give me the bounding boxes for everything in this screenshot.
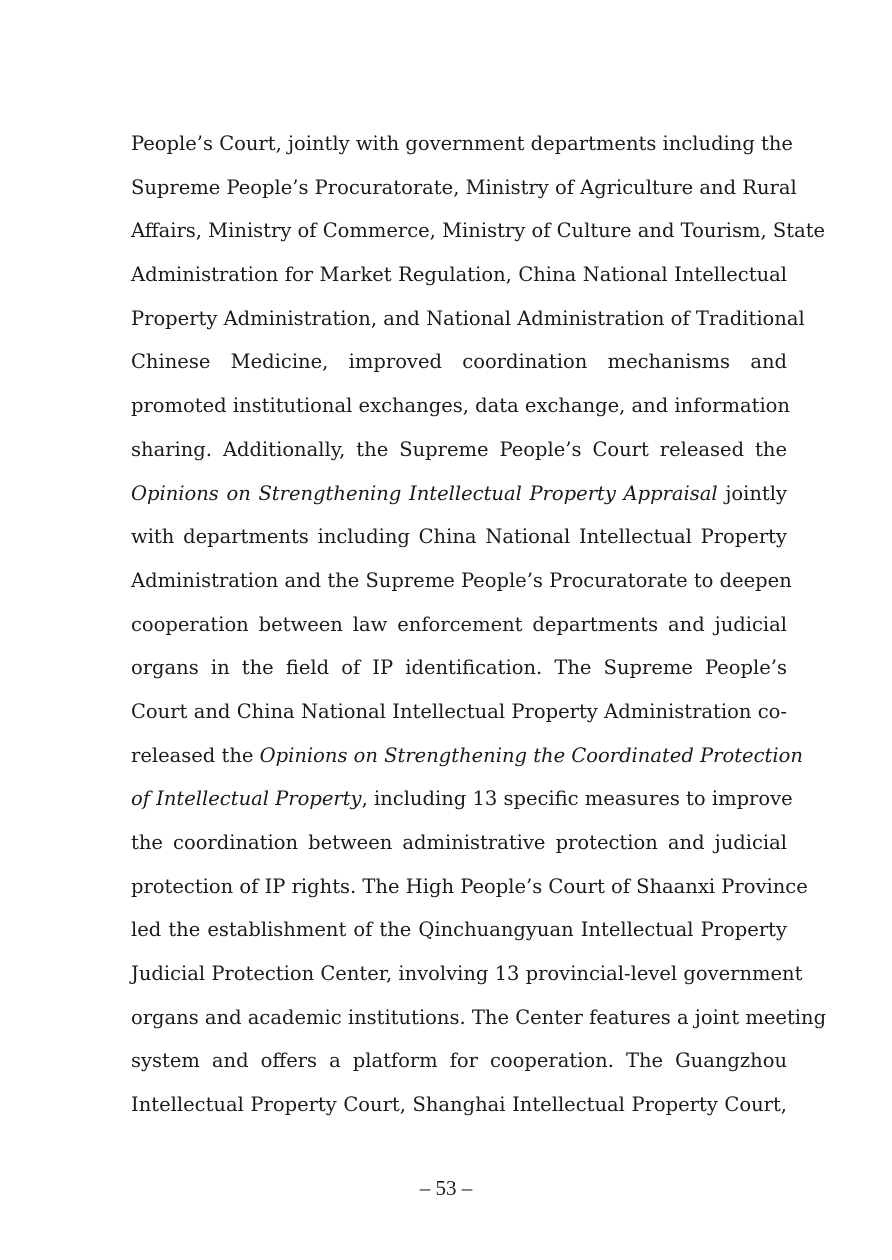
text-line (131, 996, 827, 1040)
page-number: – 53 – (419, 1176, 473, 1200)
text-segment: Property Administration, and National Administration of Traditional (131, 306, 805, 330)
text-line (131, 821, 787, 865)
body-paragraph (131, 122, 827, 1127)
text-segment: Supreme People’s Procuratorate, Ministry of Agriculture and Rural (131, 175, 797, 199)
text-segment: Administration and the Supreme People’s Procuratorate to deepen (131, 568, 792, 592)
text-line (131, 428, 787, 472)
text-segment: organs in the field of IP identification. The Supreme People’s (131, 656, 787, 680)
text-segment: with departments including China National Intellectual Property (131, 525, 787, 549)
text-line (131, 122, 793, 166)
text-line (131, 340, 787, 384)
text-segment: led the establishment of the Qinchuangyuan Intellectual Property (131, 918, 787, 942)
italic-title: of Intellectual Property (131, 787, 362, 811)
text-segment: organs and academic institutions. The Center features a joint meeting (131, 1005, 827, 1029)
text-segment: Affairs, Ministry of Commerce, Ministry of Culture and Tourism, State (131, 219, 826, 243)
text-line (131, 690, 787, 734)
text-line (131, 1083, 787, 1127)
text-segment: sharing. Additionally, the Supreme People’s Court released the (131, 437, 787, 461)
text-line (131, 777, 793, 821)
text-line (131, 253, 787, 297)
text-line (131, 209, 826, 253)
text-line (131, 515, 787, 559)
text-segment: Intellectual Property Court, Shanghai Intellectual Property Court, (131, 1093, 787, 1117)
text-line (131, 384, 790, 428)
text-segment: Judicial Protection Center, involving 13 provincial-level government (131, 962, 803, 986)
text-segment: promoted institutional exchanges, data exchange, and information (131, 394, 790, 418)
text-line (131, 646, 787, 690)
text-line (131, 908, 787, 952)
text-segment: jointly (717, 481, 787, 505)
text-line (131, 297, 805, 341)
text-line (131, 603, 787, 647)
text-line (131, 952, 803, 996)
italic-title: Opinions on Strengthening Intellectual Property Appraisal (131, 481, 718, 505)
text-line (131, 865, 808, 909)
text-segment: the coordination between administrative protection and judicial (131, 831, 787, 854)
text-segment: released the (131, 743, 260, 767)
text-segment: Chinese Medicine, improved coordination mechanisms and (131, 350, 787, 374)
text-line (131, 166, 797, 210)
text-line (131, 734, 803, 778)
text-segment: , including 13 specific measures to improve (361, 787, 793, 811)
text-segment: Court and China National Intellectual Property Administration co- (131, 699, 787, 723)
text-segment: People’s Court, jointly with government departments including the (131, 132, 793, 155)
text-segment: protection of IP rights. The High People’s Court of Shaanxi Province (131, 874, 808, 898)
text-segment: cooperation between law enforcement departments and judicial (131, 612, 787, 636)
text-segment: system and offers a platform for cooperation. The Guangzhou (131, 1049, 787, 1073)
text-line (131, 559, 792, 603)
text-segment: Administration for Market Regulation, China National Intellectual (131, 263, 787, 287)
text-line (131, 472, 787, 516)
italic-title: Opinions on Strengthening the Coordinated Protection (259, 743, 803, 767)
text-line (131, 1039, 787, 1083)
